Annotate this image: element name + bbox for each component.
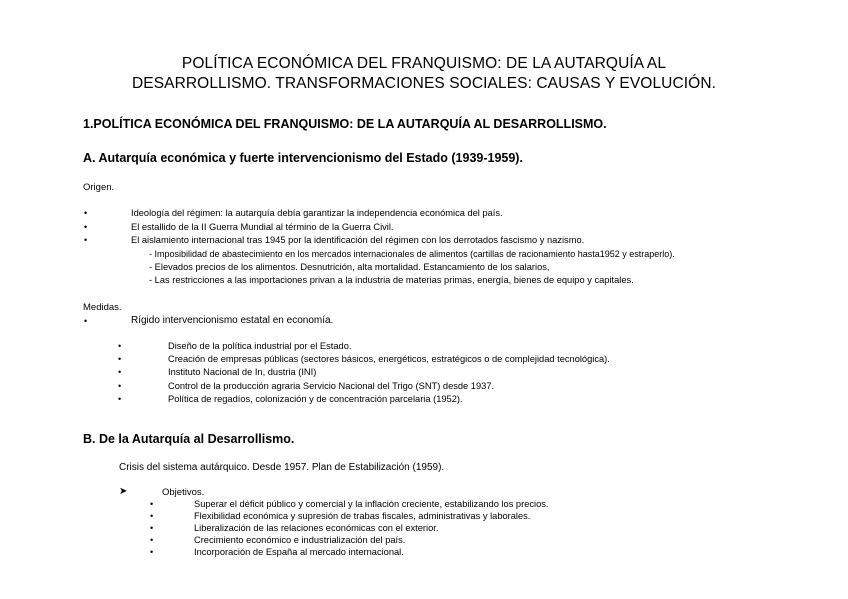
bullet-icon: • <box>84 222 88 232</box>
origin-item: Ideología del régimen: la autarquía debía garantizar la independencia económica del país. <box>131 208 503 218</box>
bullet-icon: • <box>150 499 154 509</box>
measures-item: Instituto Nacional de In, dustria (INI) <box>168 367 317 377</box>
measures-item: Diseño de la política industrial por el Estado. <box>168 341 352 351</box>
objectives-label: Objetivos. <box>162 487 205 498</box>
measures-label: Medidas. <box>83 302 122 313</box>
measures-item: Control de la producción agraria Servicio Nacional del Trigo (SNT) desde 1937. <box>168 381 495 391</box>
bullet-icon: • <box>84 316 88 326</box>
origin-item: El estallido de la II Guerra Mundial al término de la Guerra Civil. <box>131 222 394 232</box>
bullet-icon: • <box>118 367 122 377</box>
bullet-icon: • <box>150 523 154 533</box>
section-b-heading: B. De la Autarquía al Desarrollismo. <box>83 432 295 446</box>
bullet-icon: • <box>150 511 154 521</box>
bullet-icon: • <box>118 381 122 391</box>
origin-subitem: - Las restricciones a las importaciones privan a la industria de materias primas, energía, bienes de equipo y capitales. <box>149 275 634 285</box>
bullet-icon: • <box>84 235 88 245</box>
origin-label: Origen. <box>83 182 115 193</box>
document-title <box>100 54 748 94</box>
section-1-heading: 1.POLÍTICA ECONÓMICA DEL FRANQUISMO: DE LA AUTARQUÍA AL DESARROLLISMO. <box>83 117 607 131</box>
bullet-icon: • <box>118 341 122 351</box>
bullet-icon: • <box>118 354 122 364</box>
bullet-icon: • <box>150 547 154 557</box>
origin-subitem: - Elevados precios de los alimentos. Desnutrición, alta mortalidad. Estancamiento de los salarios, <box>149 262 550 272</box>
measures-item: Política de regadíos, colonización y de concentración parcelaria (1952). <box>168 394 463 404</box>
arrow-bullet-icon: ➤ <box>119 486 128 497</box>
title-line-2: DESARROLLISMO. TRANSFORMACIONES SOCIALES: CAUSAS Y EVOLUCIÓN. <box>131 75 717 92</box>
measures-item: Creación de empresas públicas (sectores básicos, energéticos, estratégicos o de complejidad tecnológica). <box>168 354 610 364</box>
bullet-icon: • <box>118 394 122 404</box>
origin-item: El aislamiento internacional tras 1945 por la identificación del régimen con los derrotados fascismo y nazismo. <box>131 235 585 245</box>
origin-subitem: - Imposibilidad de abastecimiento en los mercados internacionales de alimentos (cartillas de racionamiento hasta1952 y estraperlo). <box>149 249 675 259</box>
title-line-1: POLÍTICA ECONÓMICA DEL FRANQUISMO: DE LA AUTARQUÍA AL <box>181 55 667 72</box>
bullet-icon: • <box>150 535 154 545</box>
objectives-item: Incorporación de España al mercado internacional. <box>194 547 404 557</box>
measures-main: Rígido intervencionismo estatal en economía. <box>131 315 334 326</box>
objectives-item: Flexibilidad económica y supresión de trabas fiscales, administrativas y laborales. <box>194 511 531 521</box>
section-a-heading: A. Autarquía económica y fuerte intervencionismo del Estado (1939-1959). <box>83 151 523 165</box>
objectives-item: Superar el déficit público y comercial y la inflación creciente, estabilizando los precios. <box>194 499 549 509</box>
objectives-item: Liberalización de las relaciones económicas con el exterior. <box>194 523 439 533</box>
objectives-item: Crecimiento económico e industrialización del país. <box>194 535 406 545</box>
bullet-icon: • <box>84 208 88 218</box>
section-b-intro: Crisis del sistema autárquico. Desde 1957. Plan de Estabilización (1959). <box>119 462 445 473</box>
